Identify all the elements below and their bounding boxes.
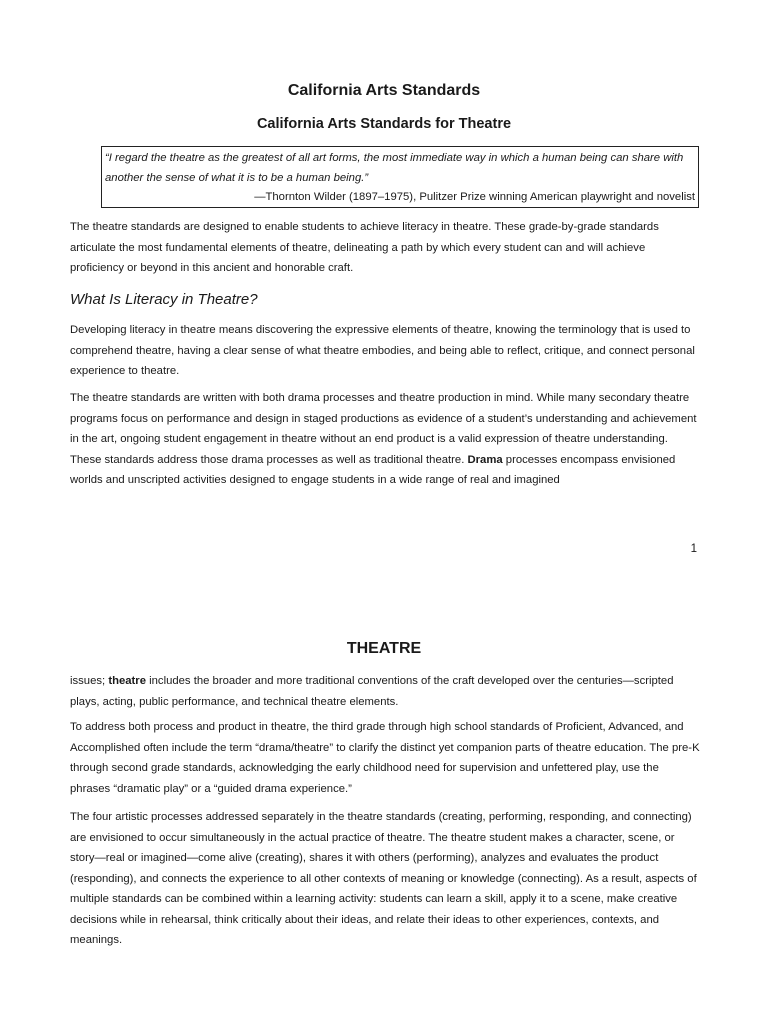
document-title: California Arts Standards xyxy=(287,82,481,99)
artistic-processes-paragraph: The four artistic processes addressed separately in the theatre standards (creating, performing, responding, and connecting) are envisioned to occur simultaneously in the actual practice of theatre. The theatre student makes a character, scene, or story—real or imagined—come alive (creating), shares it with others (performing), analyzes and evaluates the product (responding), and connects the experience to all other contexts of meaning or knowledge (connecting). As a result, aspects of multiple standards can be combined within a learning activity: students can learn a skill, apply it to a scene, make creative decisions while in rehearsal, think critically about their ideas, and relate their ideas to other experiences, contexts, and meanings. xyxy=(70,811,697,946)
continuation-paragraph xyxy=(70,671,702,712)
quote-attribution: —Thornton Wilder (1897–1975), Pulitzer Prize winning American playwright and novelist xyxy=(254,191,695,203)
drama-term: Drama xyxy=(467,453,503,466)
document-subtitle: California Arts Standards for Theatre xyxy=(256,116,512,132)
literacy-paragraph: Developing literacy in theatre means discovering the expressive elements of theatre, knowing the terminology that is used to comprehend theatre, having a clear sense of what theatre embodies, and being able to reflect, critique, and connect personal experience to theatre. xyxy=(70,324,695,377)
process-paragraph: To address both process and product in theatre, the third grade through high school standards of Proficient, Advanced, and Accomplished often include the term “drama/theatre” to clarify the distinct yet companion parts of theatre education. The pre-K through second grade standards, acknowledging the early childhood need for supervision and unfettered play, use the phrases “dramatic play” or a “guided drama experience.” xyxy=(70,721,700,795)
intro-paragraph: The theatre standards are designed to enable students to achieve literacy in theatre. These grade-by-grade standards articulate the most fundamental elements of theatre, delineating a path by which every student can and will achieve proficiency or beyond in this ancient and honorable craft. xyxy=(70,221,659,274)
document-page-2 xyxy=(0,610,768,1024)
drama-paragraph-text-cont: processes encompass envisioned worlds and unscripted activities designed to engage students in a wide range of real and imagined xyxy=(70,453,676,486)
continuation-text-cont: includes the broader and more traditional conventions of the craft developed over the centuries—scripted plays, acting, public performance, and technical theatre elements. xyxy=(70,675,674,708)
section-heading: What Is Literacy in Theatre? xyxy=(70,291,258,308)
running-head: THEATRE xyxy=(346,640,422,657)
continuation-text: issues; xyxy=(70,675,109,687)
page-number: 1 xyxy=(690,543,697,555)
quote-text: “I regard the theatre as the greatest of all art forms, the most immediate way in which a human being can share with another the sense of what it is to be a human being.” xyxy=(105,152,684,184)
quote-box xyxy=(101,146,699,208)
drama-paragraph xyxy=(70,388,702,491)
theatre-term: theatre xyxy=(108,675,146,687)
drama-paragraph-text: The theatre standards are written with both drama processes and theatre production in mind. While many secondary theatre programs focus on performance and design in staged productions as evidence of a student’s understanding and achievement in the art, ongoing student engagement in theatre without an end product is a valid expression of theatre understanding. These standards address those drama processes as well as traditional theatre. xyxy=(70,392,697,466)
